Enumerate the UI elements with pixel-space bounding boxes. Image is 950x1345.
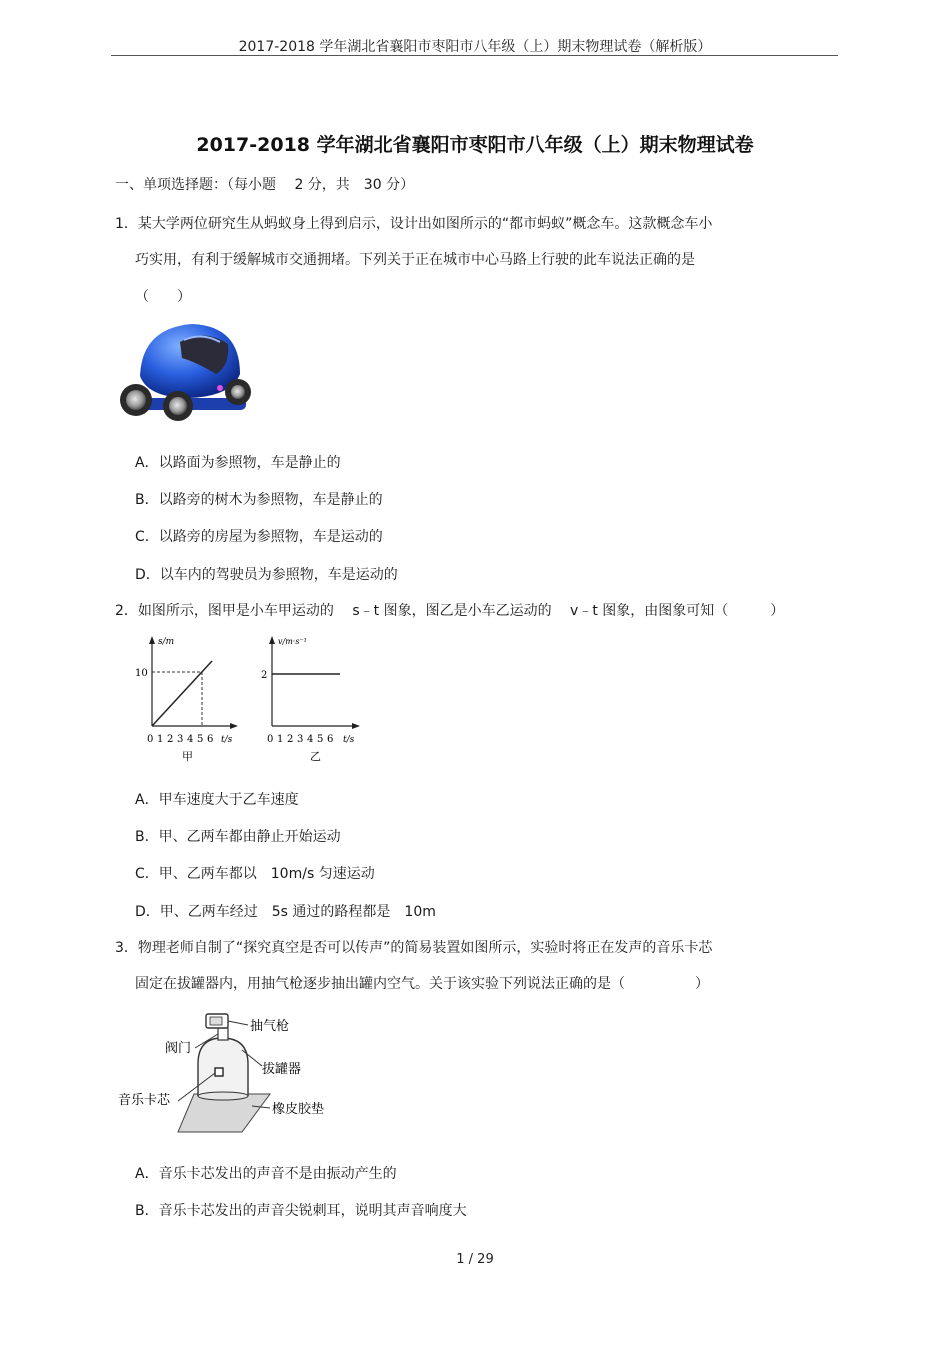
q2-option-a: A．甲车速度大于乙车速度 (135, 792, 299, 808)
q1-line-1: 1．某大学两位研究生从蚂蚁身上得到启示，设计出如图所示的“都市蚂蚁”概念车。这款概念车小 (115, 216, 713, 232)
vt-xtick-1: 1 (277, 734, 284, 745)
vt-x-arrow (352, 723, 360, 729)
label-pump: 抽气枪 (250, 1019, 290, 1034)
label-cup: 拔罐器 (262, 1062, 302, 1077)
cup-shape (198, 1038, 248, 1096)
q3-line-1: 3．物理老师自制了“探究真空是否可以传声”的简易装置如图所示，实验时将正在发声的音乐卡芯 (115, 940, 713, 956)
vacuum-apparatus-image (112, 1010, 342, 1138)
vt-xtick-4: 4 (307, 734, 314, 745)
vt-xtick-3: 3 (297, 734, 304, 745)
st-xtick-0: 0 (147, 734, 154, 745)
st-graph (132, 632, 242, 768)
st-caption: 甲 (182, 750, 193, 763)
label-music-chip: 音乐卡芯 (118, 1093, 171, 1108)
q1-option-d: D．以车内的驾驶员为参照物，车是运动的 (135, 567, 398, 583)
music-chip-shape (215, 1068, 223, 1076)
running-header: 2017-2018 学年湖北省襄阳市枣阳市八年级（上）期末物理试卷（解析版） (238, 39, 712, 55)
st-ylabel: s/m (158, 637, 175, 647)
st-line (152, 661, 212, 726)
concept-car-image (112, 316, 257, 428)
st-y-arrow (149, 636, 155, 644)
st-xtick-1: 1 (157, 734, 164, 745)
q2-line-1: 2．如图所示，图甲是小车甲运动的 s﹣t 图象，图乙是小车乙运动的 v﹣t 图象，由图象可知（ ） (115, 603, 785, 619)
q2-option-c: C．甲、乙两车都以 10m/s 匀速运动 (135, 866, 375, 882)
q1-line-3: （ ） (135, 289, 191, 305)
vt-ylabel: v/m·s⁻¹ (278, 637, 307, 646)
label-rubber-pad: 橡皮胶垫 (272, 1102, 325, 1117)
vt-xlabel: t/s (343, 735, 355, 745)
vt-graph (252, 632, 367, 768)
vt-ytick: 2 (261, 670, 268, 681)
q1-option-a: A．以路面为参照物，车是静止的 (135, 455, 341, 471)
exam-title: 2017-2018 学年湖北省襄阳市枣阳市八年级（上）期末物理试卷 (196, 134, 754, 156)
st-xtick-5: 5 (197, 734, 204, 745)
st-xtick-3: 3 (177, 734, 184, 745)
vt-xtick-6: 6 (327, 734, 334, 745)
vt-xtick-2: 2 (287, 734, 294, 745)
vt-caption: 乙 (310, 750, 321, 763)
vt-y-arrow (269, 636, 275, 644)
q1-option-c: C．以路旁的房屋为参照物，车是运动的 (135, 529, 383, 545)
header-divider (111, 55, 838, 56)
st-xtick-2: 2 (167, 734, 174, 745)
section-heading: 一、单项选择题：（每小题 2 分，共 30 分） (115, 177, 415, 193)
q2-option-b: B．甲、乙两车都由静止开始运动 (135, 829, 341, 845)
vt-xtick-0: 0 (267, 734, 274, 745)
q3-option-a: A．音乐卡芯发出的声音不是由振动产生的 (135, 1166, 397, 1182)
valve-shape (218, 1028, 228, 1040)
page-number: 1 / 29 (456, 1252, 494, 1267)
st-xtick-4: 4 (187, 734, 194, 745)
q3-line-2: 固定在拔罐器内，用抽气枪逐步抽出罐内空气。关于该实验下列说法正确的是（ ） (135, 976, 709, 992)
q2-option-d: D．甲、乙两车经过 5s 通过的路程都是 10m (135, 904, 436, 920)
st-xtick-6: 6 (207, 734, 214, 745)
q1-line-2: 巧实用，有利于缓解城市交通拥堵。下列关于正在城市中心马路上行驶的此车说法正确的是 (135, 252, 695, 268)
st-ytick: 10 (135, 668, 148, 679)
st-x-arrow (230, 723, 238, 729)
label-valve: 阀门 (165, 1041, 192, 1056)
q3-option-b: B．音乐卡芯发出的声音尖锐刺耳，说明其声音响度大 (135, 1203, 467, 1219)
q1-option-b: B．以路旁的树木为参照物，车是静止的 (135, 492, 383, 508)
st-xlabel: t/s (221, 735, 233, 745)
vt-xtick-5: 5 (317, 734, 324, 745)
